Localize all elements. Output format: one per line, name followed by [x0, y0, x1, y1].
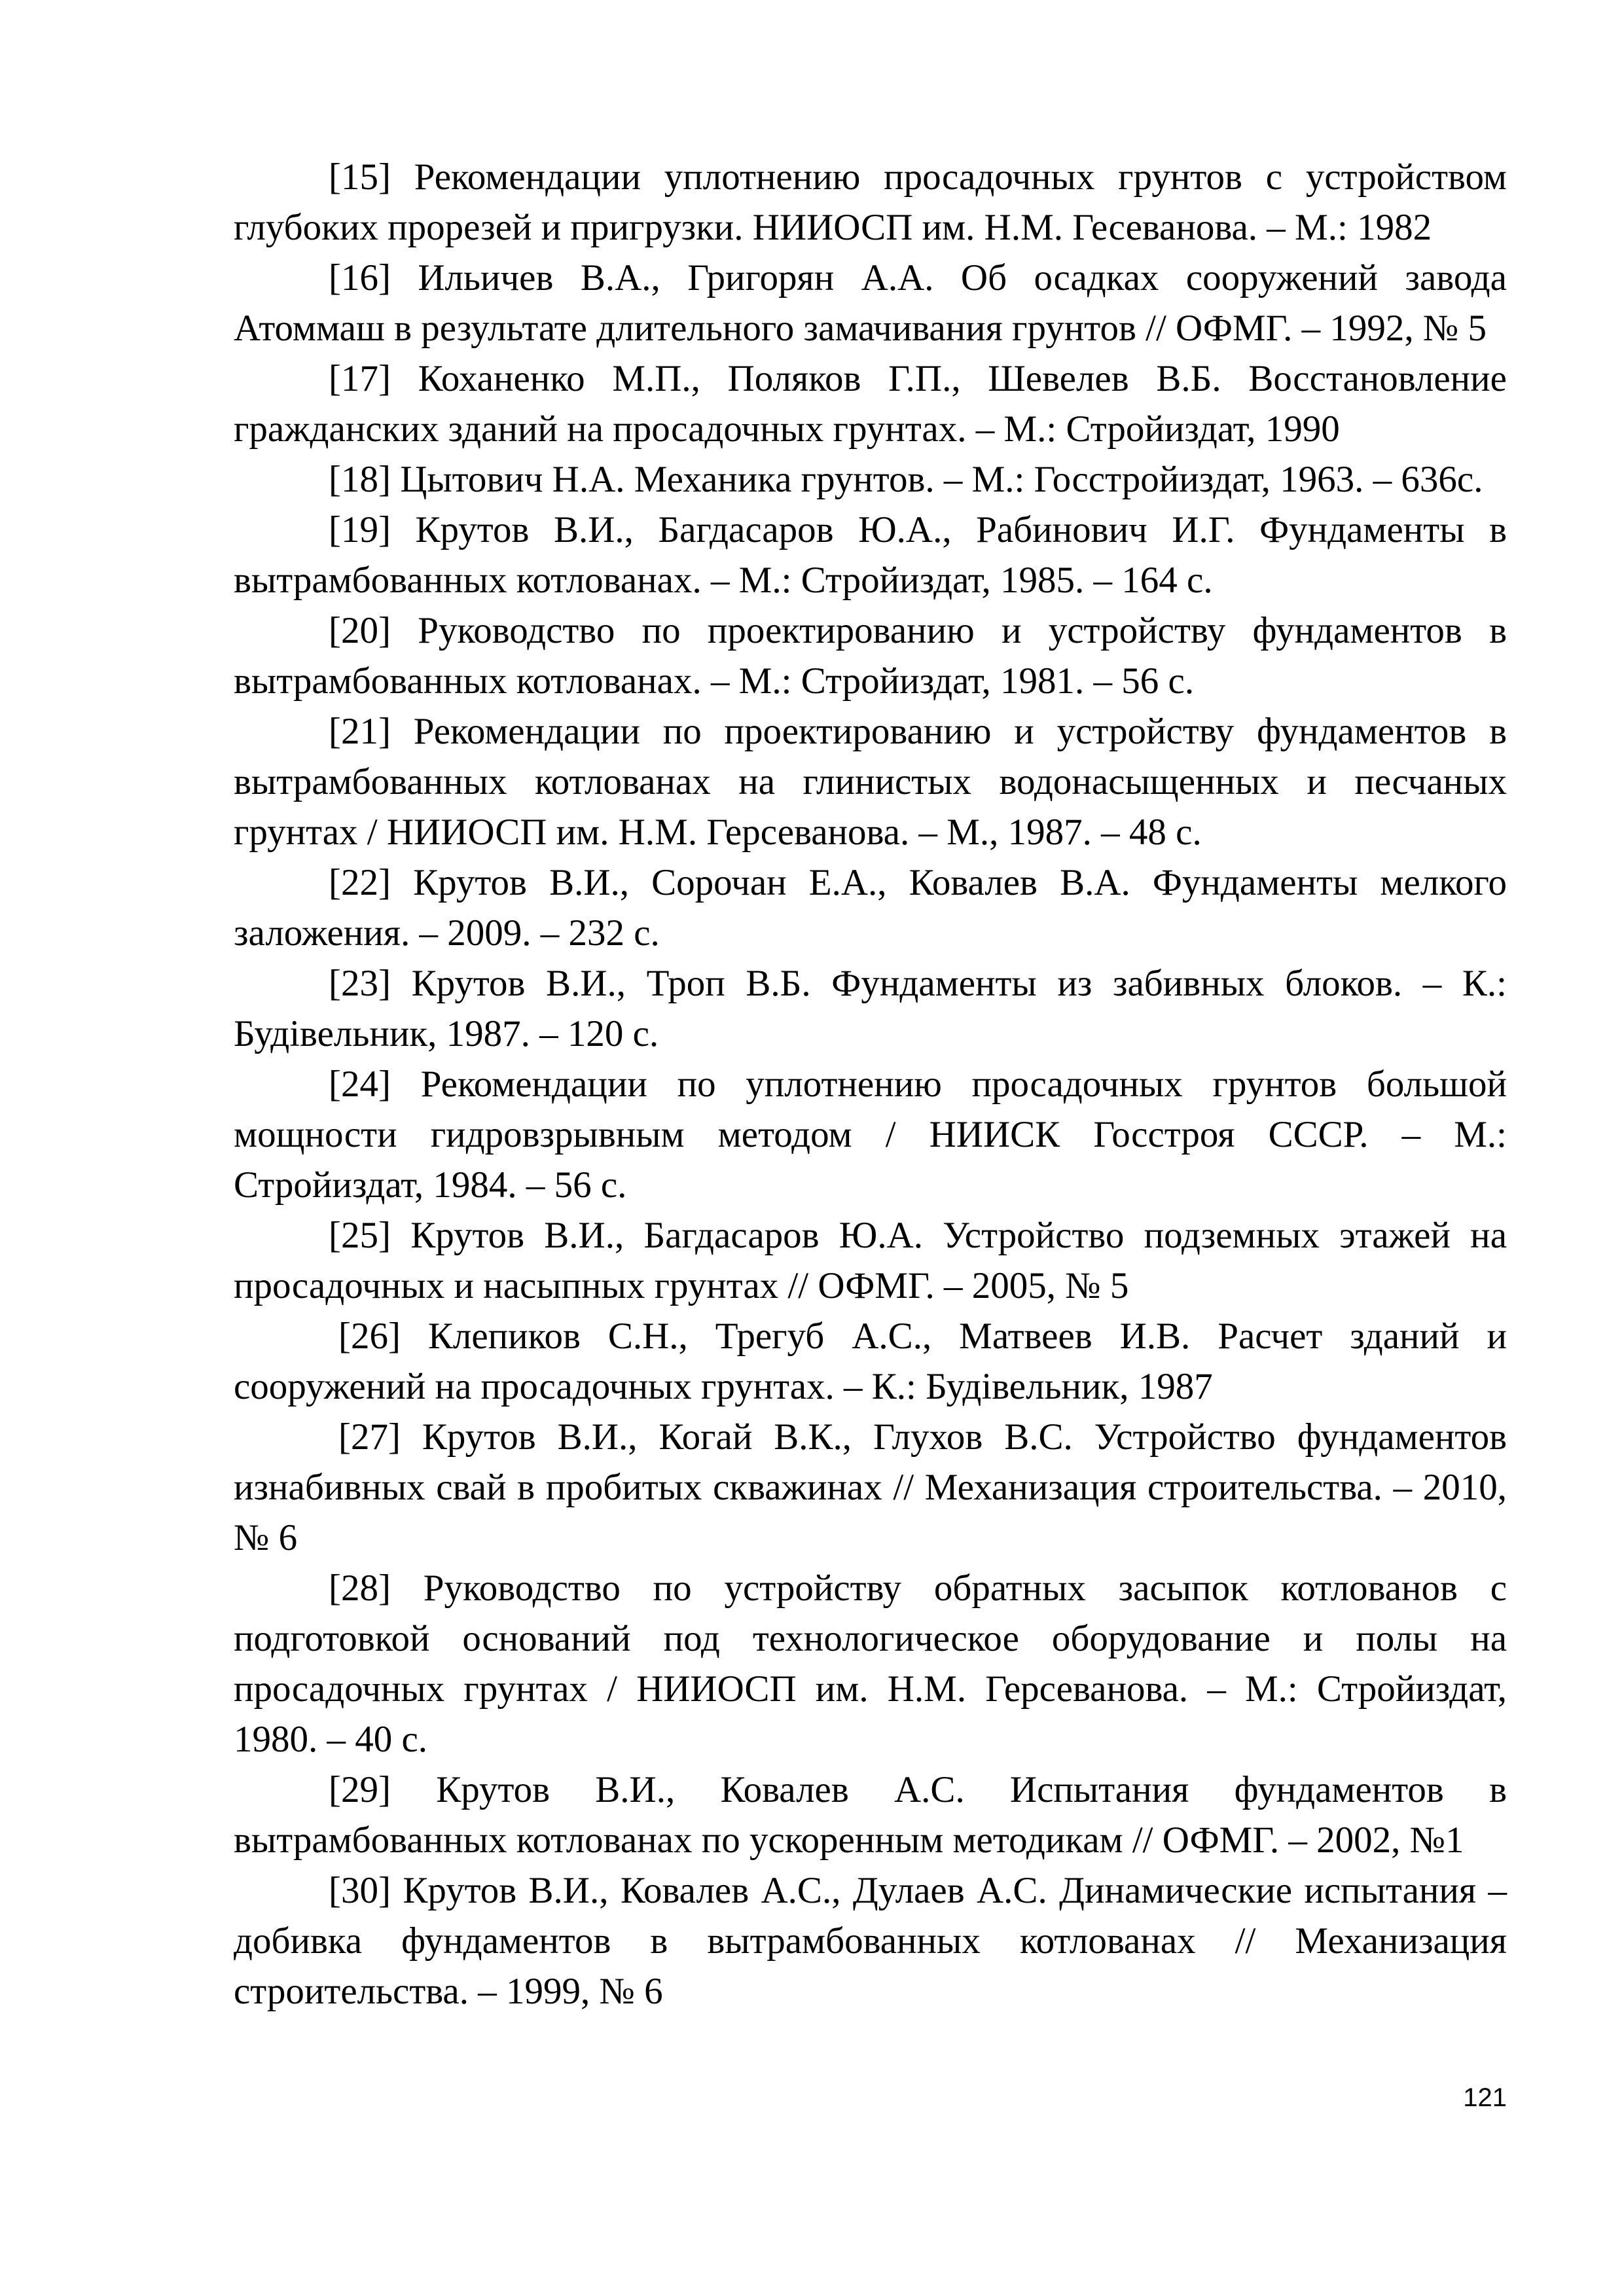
reference-item-27: [27] Крутов В.И., Когай В.К., Глухов В.С. Устройство фундаментов изнабивных свай в пробитых скважинах // Механизация строительства. – 2010, № 6 — [234, 1416, 1507, 1558]
reference-item-15: [15] Рекомендации уплотнению просадочных грунтов с устройством глубоких прорезей и пригрузки. НИИОСП им. Н.М. Гесеванова. – М.: 1982 — [234, 156, 1507, 248]
reference-item-22: [22] Крутов В.И., Сорочан Е.А., Ковалев В.А. Фундаменты мелкого заложения. – 2009. – 232 с. — [234, 862, 1507, 954]
reference-item-21: [21] Рекомендации по проектированию и устройству фундаментов в вытрамбованных котлованах на глинистых водонасыщенных и песчаных грунтах / НИИОСП им. Н.М. Герсеванова. – М., 1987. – 48 с. — [234, 711, 1507, 853]
reference-item-16: [16] Ильичев В.А., Григорян А.А. Об осадках сооружений завода Атоммаш в результате длительного замачивания грунтов // ОФМГ. – 1992, № 5 — [234, 257, 1507, 349]
reference-item-25: [25] Крутов В.И., Багдасаров Ю.А. Устройство подземных этажей на просадочных и насыпных грунтах // ОФМГ. – 2005, № 5 — [234, 1215, 1507, 1306]
reference-list — [234, 152, 1507, 2017]
reference-item-28: [28] Руководство по устройству обратных засыпок котлованов с подготовкой оснований под технологическое оборудование и полы на просадочных грунтах / НИИОСП им. Н.М. Герсеванова. – М.: Стройиздат, 1980. – 40 с. — [234, 1568, 1507, 1760]
reference-item-17: [17] Коханенко М.П., Поляков Г.П., Шевелев В.Б. Восстановление гражданских зданий на просадочных грунтах. – М.: Стройиздат, 1990 — [234, 358, 1507, 450]
reference-item-20: [20] Руководство по проектированию и устройству фундаментов в вытрамбованных котлованах. – М.: Стройиздат, 1981. – 56 с. — [234, 610, 1507, 702]
page-number: 121 — [1463, 2083, 1507, 2112]
reference-item-23: [23] Крутов В.И., Троп В.Б. Фундаменты из забивных блоков. – К.: Будівельник, 1987. – 120 с. — [234, 963, 1507, 1054]
reference-item-26: [26] Клепиков С.Н., Трегуб А.С., Матвеев И.В. Расчет зданий и сооружений на просадочных грунтах. – К.: Будівельник, 1987 — [234, 1316, 1507, 1407]
reference-item-30: [30] Крутов В.И., Ковалев А.С., Дулаев А.С. Динамические испытания – добивка фундаментов в вытрамбованных котлованах // Механизация строительства. – 1999, № 6 — [234, 1870, 1507, 2012]
reference-item-24: [24] Рекомендации по уплотнению просадочных грунтов большой мощности гидровзрывным методом / НИИСК Госстроя СССР. – М.: Стройиздат, 1984. – 56 с. — [234, 1064, 1507, 1206]
reference-item-18: [18] Цытович Н.А. Механика грунтов. – М.: Госстройиздат, 1963. – 636с. — [329, 459, 1483, 500]
reference-item-19: [19] Крутов В.И., Багдасаров Ю.А., Рабинович И.Г. Фундаменты в вытрамбованных котлованах. – М.: Стройиздат, 1985. – 164 с. — [234, 509, 1507, 601]
reference-item-29: [29] Крутов В.И., Ковалев А.С. Испытания фундаментов в вытрамбованных котлованах по ускоренным методикам // ОФМГ. – 2002, №1 — [234, 1769, 1507, 1861]
